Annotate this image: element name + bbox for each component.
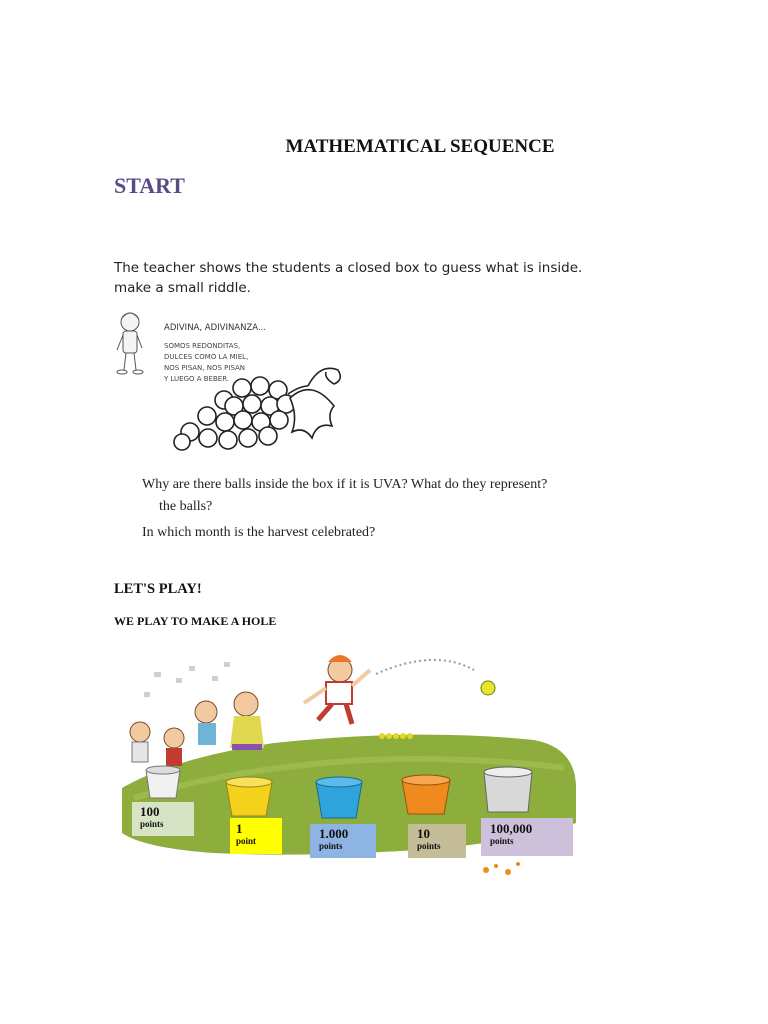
bucket-label-1 [230,818,282,854]
bucket-value: 1.000 [319,826,349,841]
riddle-line-3: NOS PISAN, NOS PISAN [164,364,246,372]
game-scene [114,648,578,878]
intro-paragraph [114,258,582,298]
bucket-unit: point [236,836,257,846]
bucket-label-1000 [310,824,376,858]
intro-line-2: make a small riddle. [114,280,251,296]
balls-pile-icon [379,733,413,739]
bucket-label-10 [408,824,466,858]
bucket-label-100000 [481,818,573,856]
ball-icon [481,681,495,695]
bucket-unit: points [490,836,514,846]
bucket-value: 100,000 [490,821,533,836]
question-2-text: In which month is the harvest celebrated? [142,525,376,540]
white-bucket-icon [146,766,180,798]
riddle-line-2: DULCES COMO LA MIEL, [164,353,249,361]
bucket-value: 1 [236,821,243,836]
bucket-value: 100 [140,804,160,819]
riddle-line-1: SOMOS REDONDITAS, [164,342,241,350]
section-heading-start: START [114,173,185,198]
riddle-illustration [112,308,352,458]
throwing-boy-icon [304,655,370,724]
bucket-unit: points [319,841,343,851]
bucket-value: 10 [417,826,430,841]
bucket-label-100 [132,802,194,836]
lets-play-heading: LET'S PLAY! [114,581,202,597]
question-1 [138,477,547,493]
splash-dots [483,862,520,875]
page-title: MATHEMATICAL SEQUENCE [285,136,555,157]
bucket-unit: points [140,819,164,829]
question-1-line-2: the balls? [159,499,213,514]
orange-bucket-icon [402,775,450,814]
blue-bucket-icon [316,777,362,818]
intro-line-1: The teacher shows the students a closed box to guess what is inside. [114,260,583,276]
bucket-unit: points [417,841,441,851]
question-1-line-1: Why are there balls inside the box if it is UVA? What do they represent? [142,477,548,492]
boy-figure-icon [117,313,143,374]
pot-icon [484,767,532,812]
confetti-icon [144,662,230,697]
game-title: WE PLAY TO MAKE A HOLE [114,614,277,628]
riddle-heading: ADIVINA, ADIVINANZA... [164,323,267,333]
yellow-bucket-icon [226,777,272,816]
question-2 [138,525,375,541]
riddle-line-4: Y LUEGO A BEBER. [164,375,230,383]
